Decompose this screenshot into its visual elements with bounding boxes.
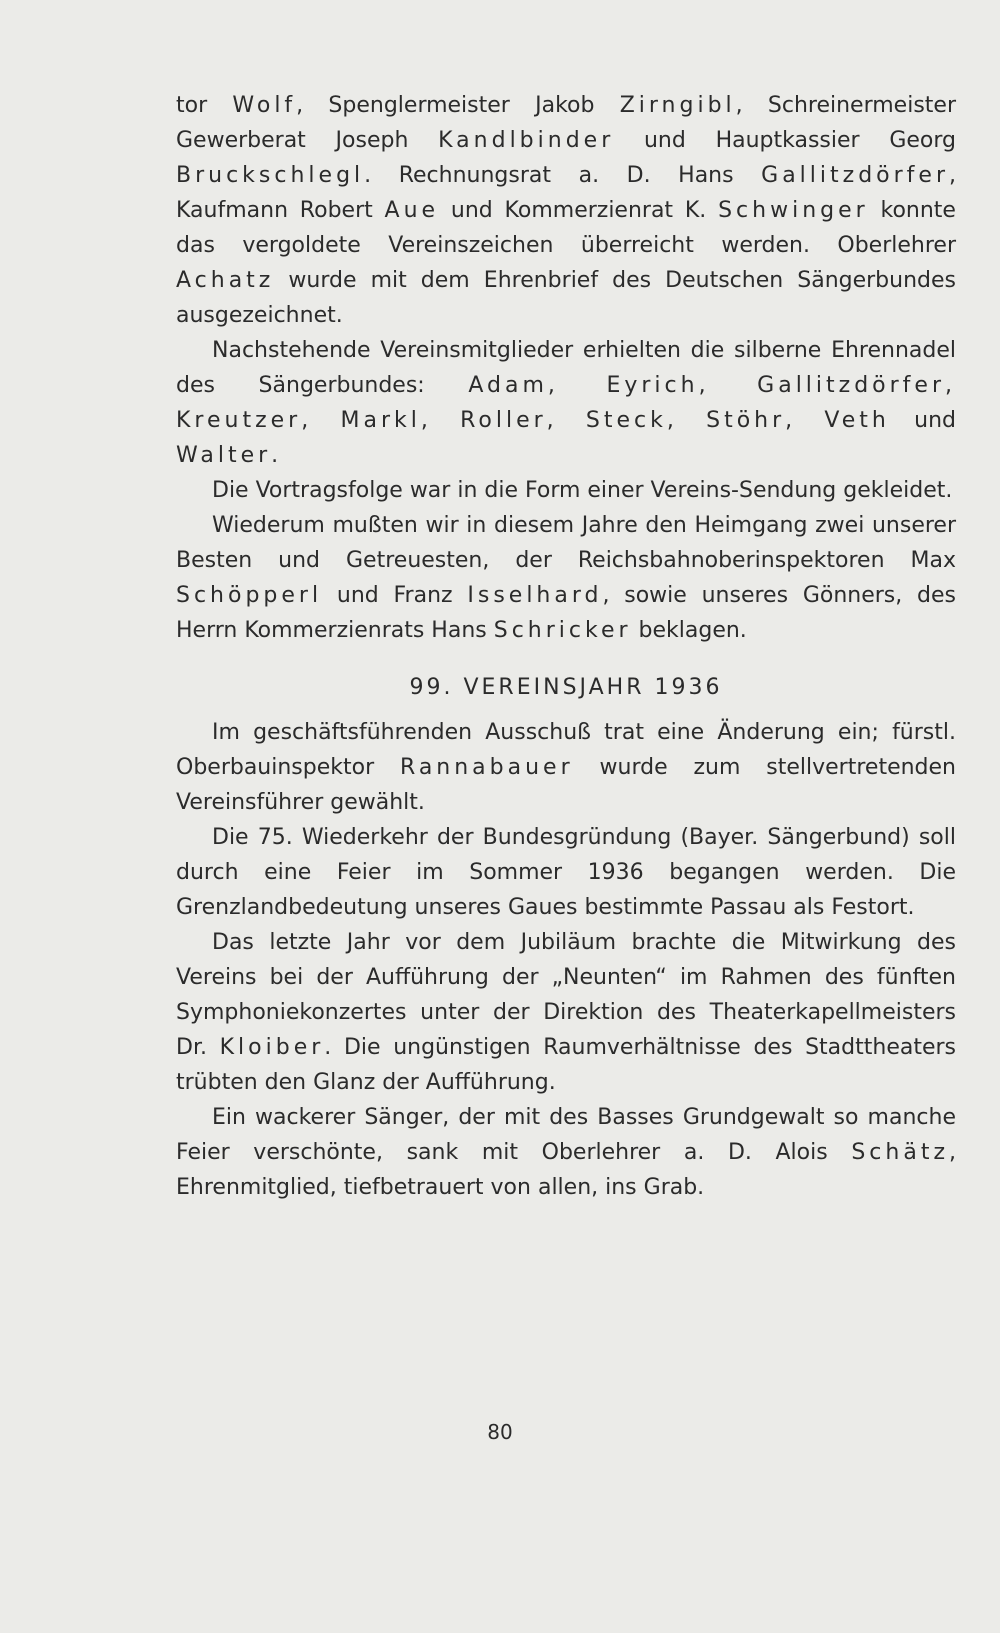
spaced-name: Schwinger (718, 198, 869, 223)
text-run: tor (176, 93, 233, 118)
section-heading: 99. VEREINSJAHR 1936 (409, 675, 723, 700)
paragraph (176, 88, 956, 333)
spaced-name: Gallitzdörfer (761, 163, 949, 188)
spaced-name: Rannabauer (400, 755, 574, 780)
text-run: und Kommerzienrat K. (439, 198, 719, 223)
spaced-name: Achatz (176, 268, 275, 293)
spaced-name: Aue (384, 198, 440, 223)
text-run: . Rechnungsrat a. D. Hans (364, 163, 762, 188)
text-run: Ein wackerer Sänger, der mit des Basses Grundgewalt so manche Feier verschönte, sank mit Oberlehrer a. D. Alois (176, 1105, 956, 1165)
text-run: Nachstehende Vereinsmitglieder erhielten die silberne Ehrennadel des Sängerbundes: (176, 338, 956, 398)
spaced-name: Walter (176, 443, 272, 468)
spaced-name: Kandlbinder (438, 128, 615, 153)
text-run: beklagen. (631, 618, 747, 643)
paragraph (176, 508, 956, 648)
paragraph (176, 925, 956, 1100)
text-run: konnte das vergoldete Vereinszeichen überreicht werden. Oberlehrer (176, 198, 956, 258)
text-run: , Schreinermeister Gewerberat Joseph (176, 93, 956, 153)
spaced-name: Kloiber (219, 1035, 325, 1060)
page-number: 80 (487, 1420, 513, 1444)
spaced-name: Zirngibl (619, 93, 736, 118)
text-run: und Franz (322, 583, 468, 608)
paragraph (176, 1100, 956, 1205)
text-run: und Hauptkassier Georg (614, 128, 956, 153)
text-run: . (271, 443, 279, 468)
spaced-name: Wolf (232, 93, 297, 118)
spaced-name: Schöpperl (176, 583, 323, 608)
text-run: wurde zum stellvertretenden Vereinsführer gewählt. (176, 755, 956, 815)
text-run: . Die ungünstigen Raumverhältnisse des Stadttheaters trübten den Glanz der Aufführung. (176, 1035, 956, 1095)
text-run: Wiederum mußten wir in diesem Jahre den Heimgang zwei unserer Besten und Getreuesten, der Reichsbahnoberinspektoren Max (176, 513, 956, 573)
body-text (176, 88, 956, 1205)
text-run: und (889, 408, 956, 433)
paragraph (176, 333, 956, 473)
paragraph: Die 75. Wiederkehr der Bundesgründung (Bayer. Sängerbund) soll durch eine Feier im Sommer 1936 begangen werden. Die Grenzlandbedeutung unseres Gaues bestimmte Passau als Festort. (176, 825, 956, 920)
paragraph (176, 715, 956, 820)
spaced-name: Isselhard (467, 583, 603, 608)
text-run: , Ehrenmitglied, tiefbetrauert von allen, ins Grab. (176, 1140, 956, 1200)
spaced-name: Schätz (851, 1140, 949, 1165)
spaced-name: Bruckschlegl (176, 163, 365, 188)
text-run: Das letzte Jahr vor dem Jubiläum brachte die Mitwirkung des Vereins bei der Aufführung der „Neunten“ im Rahmen des fünften Symphoniekonzertes unter der Direktion des Theaterkapellmeisters Dr. (176, 930, 956, 1060)
spaced-name: Adam, Eyrich, Gallitzdörfer, Kreutzer, Markl, Roller, Steck, Stöhr, Veth (176, 373, 956, 433)
paragraph: Die Vortragsfolge war in die Form einer Vereins-Sendung gekleidet. (212, 478, 953, 503)
text-run: , Kaufmann Robert (176, 163, 956, 223)
text-run: Im geschäftsführenden Ausschuß trat eine Änderung ein; fürstl. Oberbauinspektor (176, 720, 956, 780)
spaced-name: Schricker (493, 618, 632, 643)
text-run: , Spenglermeister Jakob (296, 93, 620, 118)
text-run: wurde mit dem Ehrenbrief des Deutschen Sängerbundes ausgezeichnet. (176, 268, 956, 328)
text-run: , sowie unseres Gönners, des Herrn Kommerzienrats Hans (176, 583, 956, 643)
